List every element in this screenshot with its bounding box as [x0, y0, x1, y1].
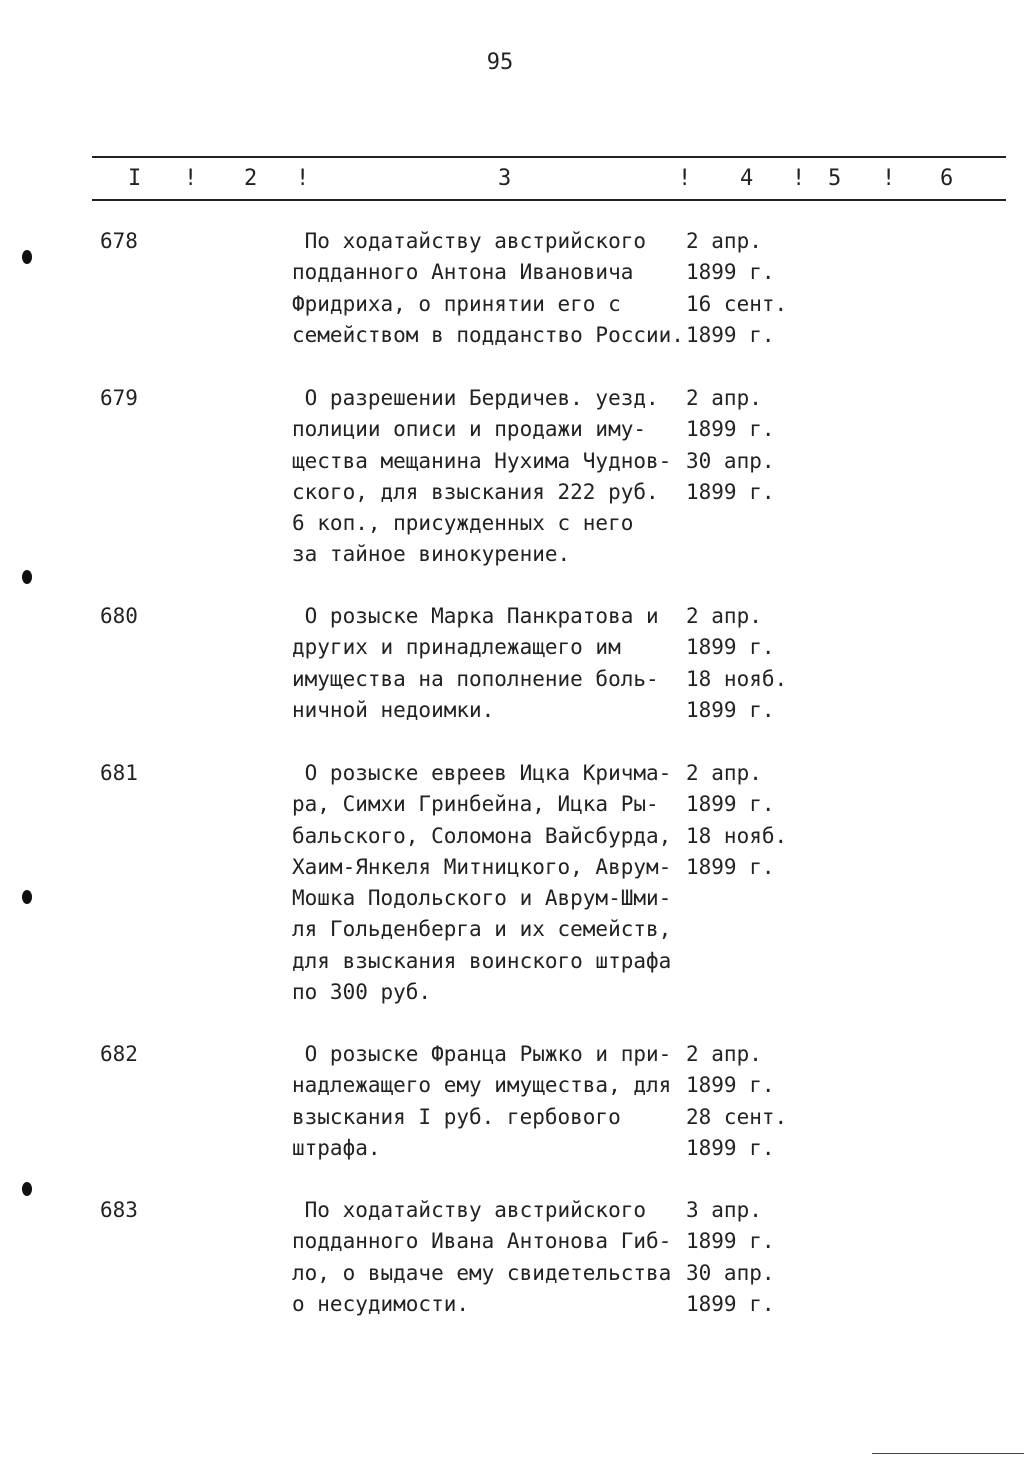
- entry-number: 681: [100, 761, 138, 785]
- column-header-1: I: [128, 166, 142, 191]
- binding-hole: [22, 890, 32, 904]
- entry-description: О розыске Марка Панкратова и других и принадлежащего им имущества на пополнение боль- ничной недоимки.: [292, 604, 659, 722]
- column-separator: !: [882, 166, 896, 191]
- entry-description: О розыске евреев Ицка Кричма- ра, Симхи Гринбейна, Ицка Ры- бальского, Соломона Вайсбурда, Хаим-Янкеля Митницкого, Аврум- Мошка Подольского и Аврум-Шми- ля Гольденберга и их семейств, для взыскания воинского штрафа по 300 руб.: [292, 761, 672, 1005]
- entry-number: 678: [100, 229, 138, 253]
- entry-dates: 2 апр. 1899 г. 30 апр. 1899 г.: [686, 386, 775, 504]
- page-number: 95: [486, 50, 514, 75]
- entry-dates: 2 апр. 1899 г. 28 сент. 1899 г.: [686, 1042, 788, 1160]
- table-header-rule: [92, 199, 1006, 201]
- table-top-rule: [92, 156, 1006, 158]
- column-separator: !: [678, 166, 692, 191]
- entry-number: 680: [100, 604, 138, 628]
- binding-hole: [22, 1182, 32, 1196]
- column-separator: !: [184, 166, 198, 191]
- entry-dates: 2 апр. 1899 г. 16 сент. 1899 г.: [686, 229, 788, 347]
- column-header-5: 5: [828, 166, 842, 191]
- page-edge-mark: [872, 1453, 1024, 1454]
- entry-dates: 2 апр. 1899 г. 18 нояб. 1899 г.: [686, 761, 788, 879]
- column-header-2: 2: [244, 166, 258, 191]
- entry-description: О розыске Франца Рыжко и при- надлежащего ему имущества, для взыскания I руб. гербового штрафа.: [292, 1042, 672, 1160]
- entry-description: О разрешении Бердичев. уезд. полиции описи и продажи иму- щества мещанина Нухима Чуднов- ского, для взыскания 222 руб. 6 коп., присужденных с него за тайное винокурение.: [292, 386, 672, 567]
- binding-hole: [22, 250, 32, 264]
- entry-dates: 2 апр. 1899 г. 18 нояб. 1899 г.: [686, 604, 788, 722]
- entry-description: По ходатайству австрийского подданного Ивана Антонова Гиб- ло, о выдаче ему свидетельства о несудимости.: [292, 1198, 672, 1316]
- column-separator: !: [296, 166, 310, 191]
- entry-dates: 3 апр. 1899 г. 30 апр. 1899 г.: [686, 1198, 775, 1316]
- entry-number: 682: [100, 1042, 138, 1066]
- entry-number: 683: [100, 1198, 138, 1222]
- column-header-4: 4: [740, 166, 754, 191]
- column-header-3: 3: [498, 166, 512, 191]
- entry-number: 679: [100, 386, 138, 410]
- binding-hole: [22, 570, 32, 584]
- entry-description: По ходатайству австрийского подданного Антона Ивановича Фридриха, о принятии его с семейством в подданство России.: [292, 229, 684, 347]
- column-separator: !: [792, 166, 806, 191]
- column-header-6: 6: [940, 166, 954, 191]
